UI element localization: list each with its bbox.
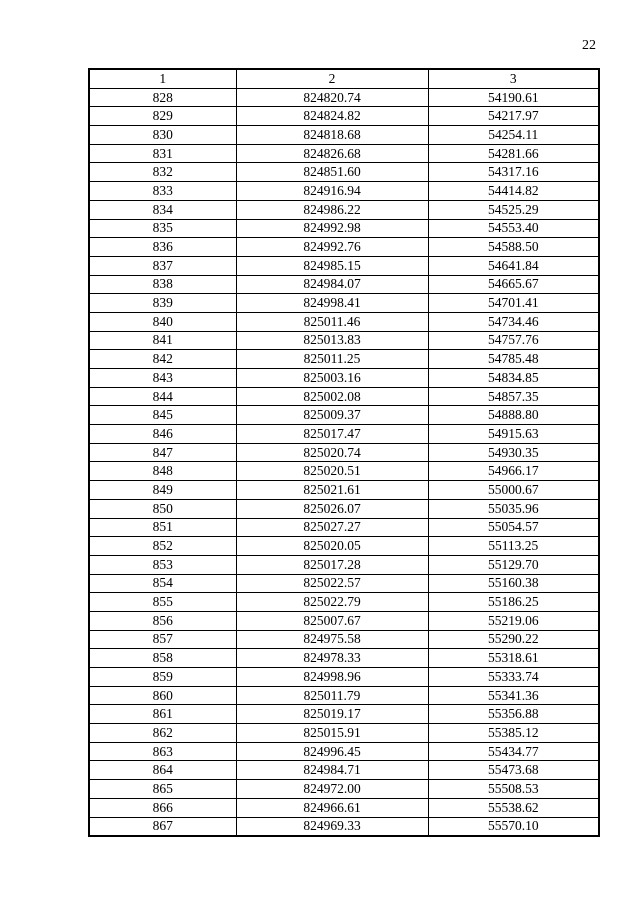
- x-coordinate-cell: 824851.60: [236, 163, 428, 182]
- table-row: [89, 88, 599, 107]
- x-coordinate-cell: 824998.41: [236, 294, 428, 313]
- table-row: [89, 742, 599, 761]
- x-coordinate-cell: 824824.82: [236, 107, 428, 126]
- y-coordinate-cell: 55341.36: [428, 686, 599, 705]
- table-row: [89, 406, 599, 425]
- point-number-cell: 860: [89, 686, 236, 705]
- y-coordinate-cell: 55570.10: [428, 817, 599, 836]
- point-number-cell: 834: [89, 200, 236, 219]
- point-number-cell: 845: [89, 406, 236, 425]
- point-number-cell: 865: [89, 780, 236, 799]
- point-number-cell: 833: [89, 182, 236, 201]
- point-number-cell: 847: [89, 443, 236, 462]
- point-number-cell: 835: [89, 219, 236, 238]
- x-coordinate-cell: 825022.79: [236, 593, 428, 612]
- point-number-cell: 841: [89, 331, 236, 350]
- x-coordinate-cell: 824984.71: [236, 761, 428, 780]
- column-header-1: 1: [89, 69, 236, 88]
- point-number-cell: 850: [89, 499, 236, 518]
- table-row: [89, 686, 599, 705]
- table-row: [89, 537, 599, 556]
- table-row: [89, 350, 599, 369]
- x-coordinate-cell: 824818.68: [236, 126, 428, 145]
- x-coordinate-cell: 824826.68: [236, 144, 428, 163]
- table-row: [89, 312, 599, 331]
- y-coordinate-cell: 55290.22: [428, 630, 599, 649]
- table-row: [89, 369, 599, 388]
- y-coordinate-cell: 55186.25: [428, 593, 599, 612]
- point-number-cell: 843: [89, 369, 236, 388]
- x-coordinate-cell: 825027.27: [236, 518, 428, 537]
- x-coordinate-cell: 825020.51: [236, 462, 428, 481]
- point-number-cell: 854: [89, 574, 236, 593]
- x-coordinate-cell: 825021.61: [236, 481, 428, 500]
- y-coordinate-cell: 54888.80: [428, 406, 599, 425]
- x-coordinate-cell: 824978.33: [236, 649, 428, 668]
- y-coordinate-cell: 54857.35: [428, 387, 599, 406]
- point-number-cell: 838: [89, 275, 236, 294]
- table-row: [89, 481, 599, 500]
- coordinates-table: [88, 68, 600, 837]
- y-coordinate-cell: 54553.40: [428, 219, 599, 238]
- y-coordinate-cell: 54217.97: [428, 107, 599, 126]
- table-row: [89, 705, 599, 724]
- y-coordinate-cell: 54734.46: [428, 312, 599, 331]
- x-coordinate-cell: 825011.79: [236, 686, 428, 705]
- y-coordinate-cell: 54701.41: [428, 294, 599, 313]
- point-number-cell: 828: [89, 88, 236, 107]
- x-coordinate-cell: 825026.07: [236, 499, 428, 518]
- point-number-cell: 858: [89, 649, 236, 668]
- x-coordinate-cell: 824969.33: [236, 817, 428, 836]
- y-coordinate-cell: 55035.96: [428, 499, 599, 518]
- point-number-cell: 856: [89, 611, 236, 630]
- x-coordinate-cell: 825011.46: [236, 312, 428, 331]
- table-row: [89, 817, 599, 836]
- y-coordinate-cell: 54641.84: [428, 256, 599, 275]
- y-coordinate-cell: 55538.62: [428, 798, 599, 817]
- point-number-cell: 848: [89, 462, 236, 481]
- x-coordinate-cell: 825020.05: [236, 537, 428, 556]
- y-coordinate-cell: 55385.12: [428, 724, 599, 743]
- x-coordinate-cell: 825017.47: [236, 425, 428, 444]
- table-row: [89, 425, 599, 444]
- x-coordinate-cell: 825017.28: [236, 555, 428, 574]
- table-row: [89, 462, 599, 481]
- y-coordinate-cell: 55000.67: [428, 481, 599, 500]
- point-number-cell: 859: [89, 668, 236, 687]
- x-coordinate-cell: 824986.22: [236, 200, 428, 219]
- point-number-cell: 866: [89, 798, 236, 817]
- x-coordinate-cell: 824998.96: [236, 668, 428, 687]
- table-row: [89, 387, 599, 406]
- point-number-cell: 831: [89, 144, 236, 163]
- y-coordinate-cell: 55434.77: [428, 742, 599, 761]
- point-number-cell: 851: [89, 518, 236, 537]
- table-row: [89, 182, 599, 201]
- point-number-cell: 855: [89, 593, 236, 612]
- y-coordinate-cell: 55508.53: [428, 780, 599, 799]
- page-number: 22: [582, 38, 596, 53]
- table-row: [89, 780, 599, 799]
- point-number-cell: 853: [89, 555, 236, 574]
- y-coordinate-cell: 55318.61: [428, 649, 599, 668]
- y-coordinate-cell: 54915.63: [428, 425, 599, 444]
- table-row: [89, 761, 599, 780]
- table-row: [89, 443, 599, 462]
- point-number-cell: 840: [89, 312, 236, 331]
- y-coordinate-cell: 54930.35: [428, 443, 599, 462]
- y-coordinate-cell: 55356.88: [428, 705, 599, 724]
- table-body: [89, 88, 599, 836]
- y-coordinate-cell: 55473.68: [428, 761, 599, 780]
- y-coordinate-cell: 54414.82: [428, 182, 599, 201]
- table-row: [89, 275, 599, 294]
- point-number-cell: 837: [89, 256, 236, 275]
- point-number-cell: 864: [89, 761, 236, 780]
- y-coordinate-cell: 54281.66: [428, 144, 599, 163]
- y-coordinate-cell: 54966.17: [428, 462, 599, 481]
- x-coordinate-cell: 824996.45: [236, 742, 428, 761]
- y-coordinate-cell: 54588.50: [428, 238, 599, 257]
- table-row: [89, 200, 599, 219]
- y-coordinate-cell: 54525.29: [428, 200, 599, 219]
- table-row: [89, 126, 599, 145]
- table-row: [89, 798, 599, 817]
- table-row: [89, 649, 599, 668]
- y-coordinate-cell: 54834.85: [428, 369, 599, 388]
- table-row: [89, 555, 599, 574]
- x-coordinate-cell: 824972.00: [236, 780, 428, 799]
- point-number-cell: 830: [89, 126, 236, 145]
- point-number-cell: 862: [89, 724, 236, 743]
- x-coordinate-cell: 824985.15: [236, 256, 428, 275]
- y-coordinate-cell: 55113.25: [428, 537, 599, 556]
- table-header-row: [89, 69, 599, 88]
- x-coordinate-cell: 825020.74: [236, 443, 428, 462]
- y-coordinate-cell: 54665.67: [428, 275, 599, 294]
- x-coordinate-cell: 825013.83: [236, 331, 428, 350]
- point-number-cell: 846: [89, 425, 236, 444]
- point-number-cell: 836: [89, 238, 236, 257]
- x-coordinate-cell: 825019.17: [236, 705, 428, 724]
- x-coordinate-cell: 824916.94: [236, 182, 428, 201]
- table-row: [89, 144, 599, 163]
- table-row: [89, 611, 599, 630]
- y-coordinate-cell: 54190.61: [428, 88, 599, 107]
- x-coordinate-cell: 824992.76: [236, 238, 428, 257]
- table-row: [89, 593, 599, 612]
- x-coordinate-cell: 825003.16: [236, 369, 428, 388]
- table-row: [89, 724, 599, 743]
- table-row: [89, 518, 599, 537]
- column-header-3: 3: [428, 69, 599, 88]
- table-row: [89, 668, 599, 687]
- x-coordinate-cell: 825011.25: [236, 350, 428, 369]
- x-coordinate-cell: 824820.74: [236, 88, 428, 107]
- point-number-cell: 849: [89, 481, 236, 500]
- point-number-cell: 829: [89, 107, 236, 126]
- y-coordinate-cell: 54757.76: [428, 331, 599, 350]
- point-number-cell: 844: [89, 387, 236, 406]
- table-row: [89, 499, 599, 518]
- y-coordinate-cell: 55129.70: [428, 555, 599, 574]
- x-coordinate-cell: 824992.98: [236, 219, 428, 238]
- table-row: [89, 219, 599, 238]
- point-number-cell: 839: [89, 294, 236, 313]
- y-coordinate-cell: 54317.16: [428, 163, 599, 182]
- y-coordinate-cell: 54785.48: [428, 350, 599, 369]
- x-coordinate-cell: 824975.58: [236, 630, 428, 649]
- table-row: [89, 331, 599, 350]
- y-coordinate-cell: 55219.06: [428, 611, 599, 630]
- x-coordinate-cell: 825022.57: [236, 574, 428, 593]
- table-row: [89, 238, 599, 257]
- point-number-cell: 842: [89, 350, 236, 369]
- table-row: [89, 574, 599, 593]
- y-coordinate-cell: 54254.11: [428, 126, 599, 145]
- table-row: [89, 107, 599, 126]
- x-coordinate-cell: 824966.61: [236, 798, 428, 817]
- point-number-cell: 861: [89, 705, 236, 724]
- column-header-2: 2: [236, 69, 428, 88]
- x-coordinate-cell: 825002.08: [236, 387, 428, 406]
- y-coordinate-cell: 55160.38: [428, 574, 599, 593]
- point-number-cell: 867: [89, 817, 236, 836]
- point-number-cell: 832: [89, 163, 236, 182]
- point-number-cell: 857: [89, 630, 236, 649]
- x-coordinate-cell: 824984.07: [236, 275, 428, 294]
- table-row: [89, 630, 599, 649]
- point-number-cell: 863: [89, 742, 236, 761]
- point-number-cell: 852: [89, 537, 236, 556]
- table-row: [89, 163, 599, 182]
- y-coordinate-cell: 55054.57: [428, 518, 599, 537]
- table-row: [89, 256, 599, 275]
- x-coordinate-cell: 825015.91: [236, 724, 428, 743]
- y-coordinate-cell: 55333.74: [428, 668, 599, 687]
- x-coordinate-cell: 825009.37: [236, 406, 428, 425]
- table-row: [89, 294, 599, 313]
- x-coordinate-cell: 825007.67: [236, 611, 428, 630]
